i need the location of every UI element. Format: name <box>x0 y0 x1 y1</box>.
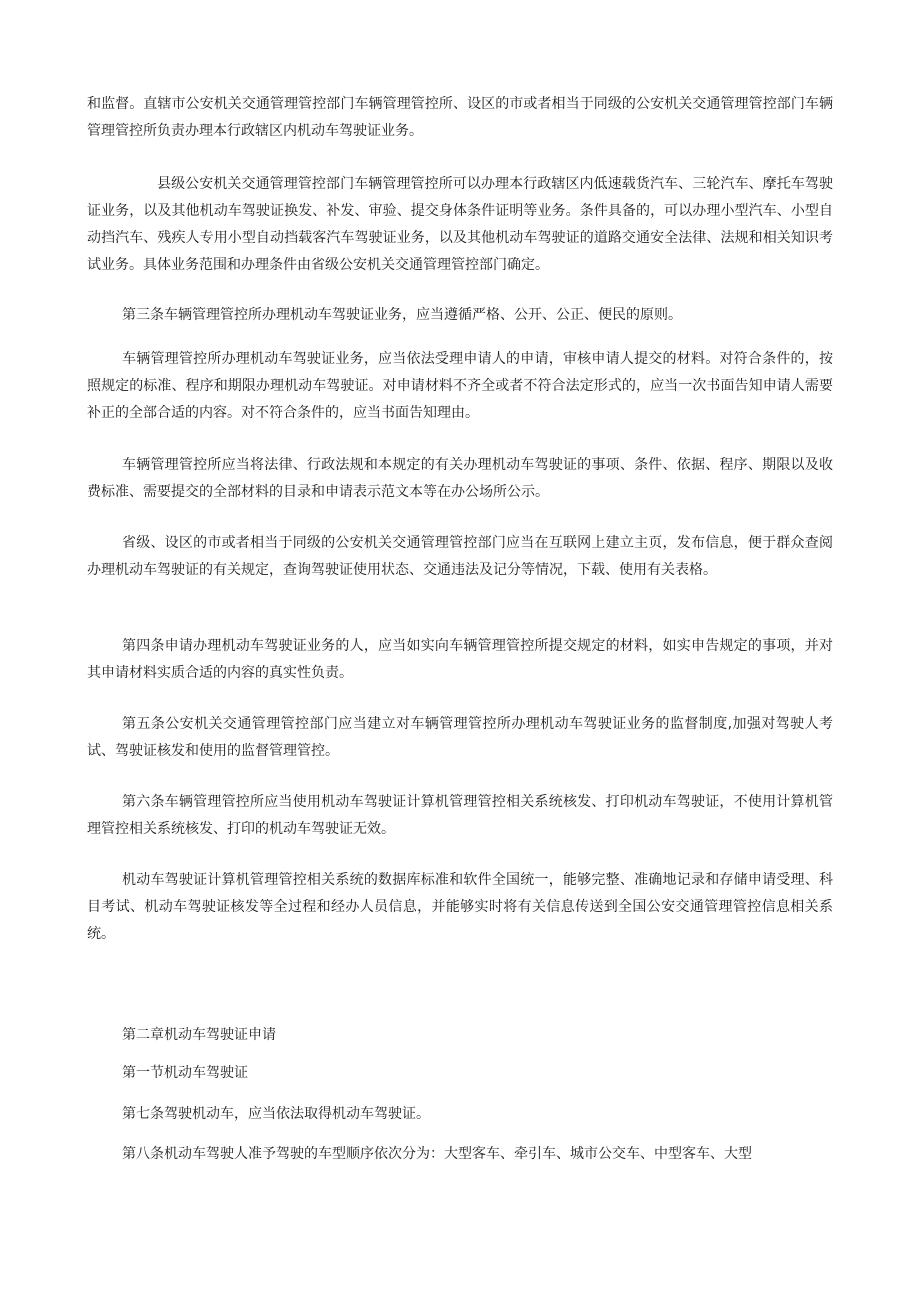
paragraph-6: 机动车驾驶证计算机管理管控相关系统的数据库标准和软件全国统一，能够完整、准确地记录和存储申请受理、科目考试、机动车驾驶证核发等全过程和经办人员信息，并能够实时将有关信息传送到全国公安交通管理管控信息相关系统。 <box>87 872 833 942</box>
paragraph-article-3: 第三条车辆管理管控所办理机动车驾驶证业务，应当遵循严格、公开、公正、便民的原则。 <box>122 307 682 323</box>
chapter-heading: 第二章机动车驾驶证申请 <box>122 1027 276 1043</box>
paragraph-5: 省级、设区的市或者相当于同级的公安机关交通管理管控部门应当在互联网上建立主页，发布信息，便于群众查阅办理机动车驾驶证的有关规定，查询驾驶证使用状态、交通违法及记分等情况，下载、使用有关表格。 <box>87 535 833 578</box>
paragraph-article-7: 第七条驾驶机动车，应当依法取得机动车驾驶证。 <box>122 1106 430 1122</box>
paragraph-article-4: 第四条申请办理机动车驾驶证业务的人，应当如实向车辆管理管控所提交规定的材料，如实申告规定的事项，并对其申请材料实质合适的内容的真实性负责。 <box>87 638 833 681</box>
section-heading: 第一节机动车驾驶证 <box>122 1065 248 1081</box>
paragraph-3: 车辆管理管控所办理机动车驾驶证业务，应当依法受理申请人的申请，审核申请人提交的材料。对符合条件的，按照规定的标准、程序和期限办理机动车驾驶证。对申请材料不齐全或者不符合法定形式的，应当一次书面告知申请人需要补正的全部合适的内容。对不符合条件的，应当书面告知理由。 <box>87 351 833 421</box>
paragraph-article-8: 第八条机动车驾驶人准予驾驶的车型顺序依次分为：大型客车、牵引车、城市公交车、中型客车、大型 <box>122 1146 752 1162</box>
paragraph-article-6: 第六条车辆管理管控所应当使用机动车驾驶证计算机管理管控相关系统核发、打印机动车驾驶证，不使用计算机管理管控相关系统核发、打印的机动车驾驶证无效。 <box>87 794 833 837</box>
paragraph-1: 和监督。直辖市公安机关交通管理管控部门车辆管理管控所、设区的市或者相当于同级的公安机关交通管理管控部门车辆管理管控所负责办理本行政辖区内机动车驾驶证业务。 <box>87 96 833 139</box>
paragraph-4: 车辆管理管控所应当将法律、行政法规和本规定的有关办理机动车驾驶证的事项、条件、依据、程序、期限以及收费标准、需要提交的全部材料的目录和申请表示范文本等在办公场所公示。 <box>87 457 833 500</box>
paragraph-2: 县级公安机关交通管理管控部门车辆管理管控所可以办理本行政辖区内低速载货汽车、三轮汽车、摩托车驾驶证业务，以及其他机动车驾驶证换发、补发、审验、提交身体条件证明等业务。条件具备的，可以办理小型汽车、小型自动挡汽车、残疾人专用小型自动挡载客汽车驾驶证业务，以及其他机动车驾驶证的道路交通安全法律、法规和相关知识考试业务。具体业务范围和办理条件由省级公安机关交通管理管控部门确定。 <box>87 176 833 273</box>
paragraph-article-5: 第五条公安机关交通管理管控部门应当建立对车辆管理管控所办理机动车驾驶证业务的监督制度,加强对驾驶人考试、驾驶证核发和使用的监督管理管控。 <box>87 716 833 759</box>
